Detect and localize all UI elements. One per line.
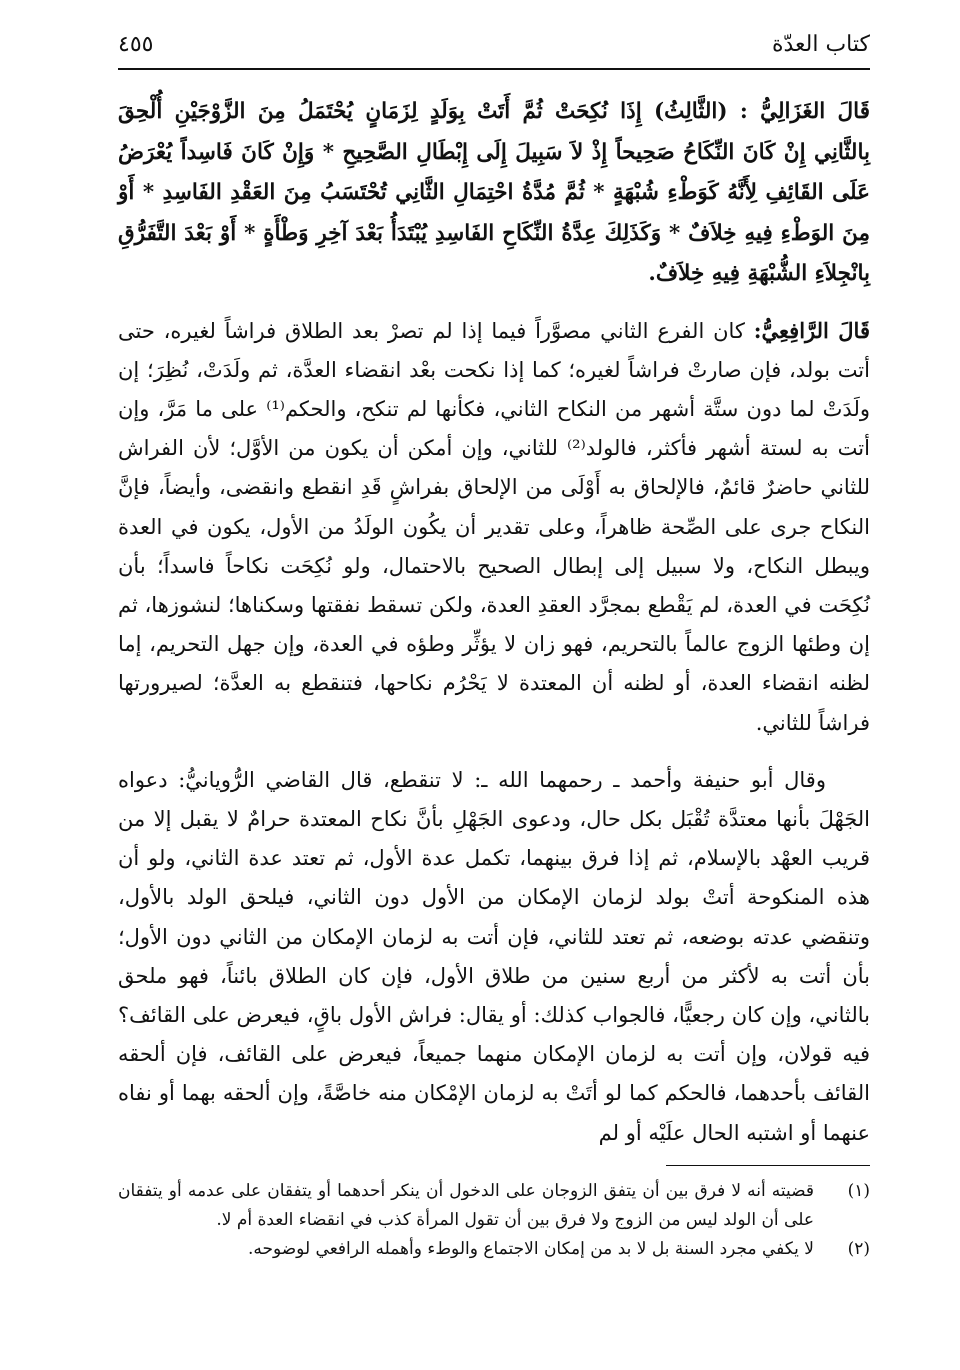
footnote-1 <box>118 1177 870 1235</box>
footnote-divider <box>666 1165 870 1166</box>
footnote-text: لا يكفي مجرد السنة بل لا بد من إمكان الاجتماع والوطء وأهمله الرافعي لوضوحه. <box>247 1239 814 1259</box>
footnote-number: (١) <box>847 1181 870 1201</box>
ghazali-speaker: قَالَ الغَزَالِيُّ : <box>739 99 871 124</box>
rafii-paragraph <box>118 311 870 743</box>
ghazali-paragraph <box>118 92 870 295</box>
ghazali-text: (الثَّالِثُ) إِذَا نُكِحَتْ ثُمَّ أَتَتْ بِوَلَدٍ لِزَمَانٍ يُحْتَمَلُ مِنَ الزَّوْجَيْنِ أُلْحِقَ بِالثَّانِي إِنْ كَانَ النِّكَاحُ صَحِيحاً إِذْ لاَ سَبِيلَ إِلَى إِبْطَالِ الصَّحِيحِ * وَإِنْ كَانَ فَاسِداً يُعْرَضُ عَلَى القَائِفِ لِأَنَّهُ كَوَطْءِ شُبْهَةٍ * ثُمَّ مُدَّةُ احْتِمَالِ الثَّانِي تُحْتَسَبُ مِنَ العَقْدِ الفَاسِدِ * أَوْ مِنَ الوَطْءِ فِيهِ خِلاَفٌ * وَكَذَلِكَ عِدَّةُ النِّكَاحِ الفَاسِدِ يُبْتَدَأُ بَعْدَ آخِرِ وَطْأَةٍ * أَوْ بَعْدَ التَّفَرُّقِ بِانْجِلاَءِ الشُّبْهَةِ فِيهِ خِلاَفٌ. <box>118 99 870 286</box>
footnotes <box>118 1177 870 1264</box>
rafii-speaker: قَالَ الرَّافِعِيُّ: <box>753 317 870 343</box>
rafii-text: كان الفرع الثاني مصوَّراً فيما إذا لم تصرْ بعد الطلاق فراشاً لغيره، حتى أتت بولد، فإن صارتْ فراشاً لغيره؛ كما إذا نكحت بعْد انقضاء العدَّة، ثم ولَدَتْ، نُظِرَ؛ إن ولَدَتْ لما دون ستَّة أشهر من النكاح الثاني، فكأنها لم تنكح، والحكم⁽¹⁾ على ما مَرَّ، وإن أتت به لستة أشهر فأكثر، فالولد⁽²⁾ للثاني، وإن أمكن أن يكون من الأوَّل؛ لأن الفراش للثاني حاضرٌ قائمٌ، فالإلحاق به أَوْلَى من الإلحاق بفراشٍ قَدِ انقطع وانقضى، وأيضاً، فإنَّ النكاح جرى على الصِّحة ظاهراً، وعلى تقدير أن يكُون الولَدُ من الأول، يكون في العدة ويبطل النكاح، ولا سبيل إلى إبطال الصحيح بالاحتمال، ولو نُكِحَت نكاحاً فاسداً؛ بأن نُكِحَت في العدة، لم يَقْطع بمجرَّد العقدِ العدة، ولكن تسقط نفقتها وسكناها؛ لنشوزها، ثم إن وطئها الزوج عالماً بالتحريم، فهو زان لا يؤثِّر وطؤه في العدة، وإن جهل التحريم، إما لظنه انقضاء العدة، أو لظنه أن المعتدة لا يَحْرُم نكاحها، فتنقطع به العدَّة؛ لصيرورتها فراشاً للثاني. <box>118 318 870 735</box>
third-paragraph: وقال أبو حنيفة وأحمد ـ رحمهما الله ـ: لا تنقطع، قال القاضي الرُّويانيُّ: دعواه الجَهْلَ بأنها معتدَّة تُقْبَل بكل حال، ودعوى الجَهْلِ بأنَّ نكاح المعتدة حرامٌ لا يقبل إلا من قريب العهْد بالإسلام، ثم إذا فرق بينهما، تكمل عدة الأول، ثم تعتد عدة الثاني، ولو أن هذه المنكوحة أتتْ بولد لزمان الإمكان من الأول دون الثاني، فيلحق الولد بالأول، وتنقضي عدته بوضعه، ثم تعتد للثاني، فإن أتت به لزمان الإمكان من الثاني دون الأول؛ بأن أتت به لأكثر من أربع سنين من طلاق الأول، فإن كان الطلاق بائناً، فهو ملحق بالثاني، وإن كان رجعيًّا، فالجواب كذلك: أو يقال: فراش الأول باقٍ، فيعرض على القائف؟ فيه قولان، وإن أتت به لزمان الإمكان منهما جميعاً، فيعرض على القائف، فإن ألحقه القائف بأحدهما، فالحكم كما لو أتَتْ به لزمان الإمْكان منه خاصَّةً، وإن ألحقه بهما أو نفاه عنهما أو اشتبه الحال علَيْه أو لم <box>118 767 870 1145</box>
footnote-number: (٢) <box>847 1239 870 1259</box>
page-header <box>118 30 870 70</box>
footnote-text: قضيته أنه لا فرق بين أن يتفق الزوجان على الدخول أن ينكر أحدهما أو يتفقان على عدمه أو يتفقان على أن الولد ليس من الزوج ولا فرق بين أن تقول المرأة كذب في انقضاء العدة أم لا. <box>118 1181 814 1230</box>
running-title: كتاب العدّة <box>771 32 870 57</box>
footnote-2 <box>118 1235 870 1264</box>
page-number: ٤٥٥ <box>118 32 154 57</box>
main-text <box>118 92 870 1171</box>
header-divider <box>118 68 870 70</box>
